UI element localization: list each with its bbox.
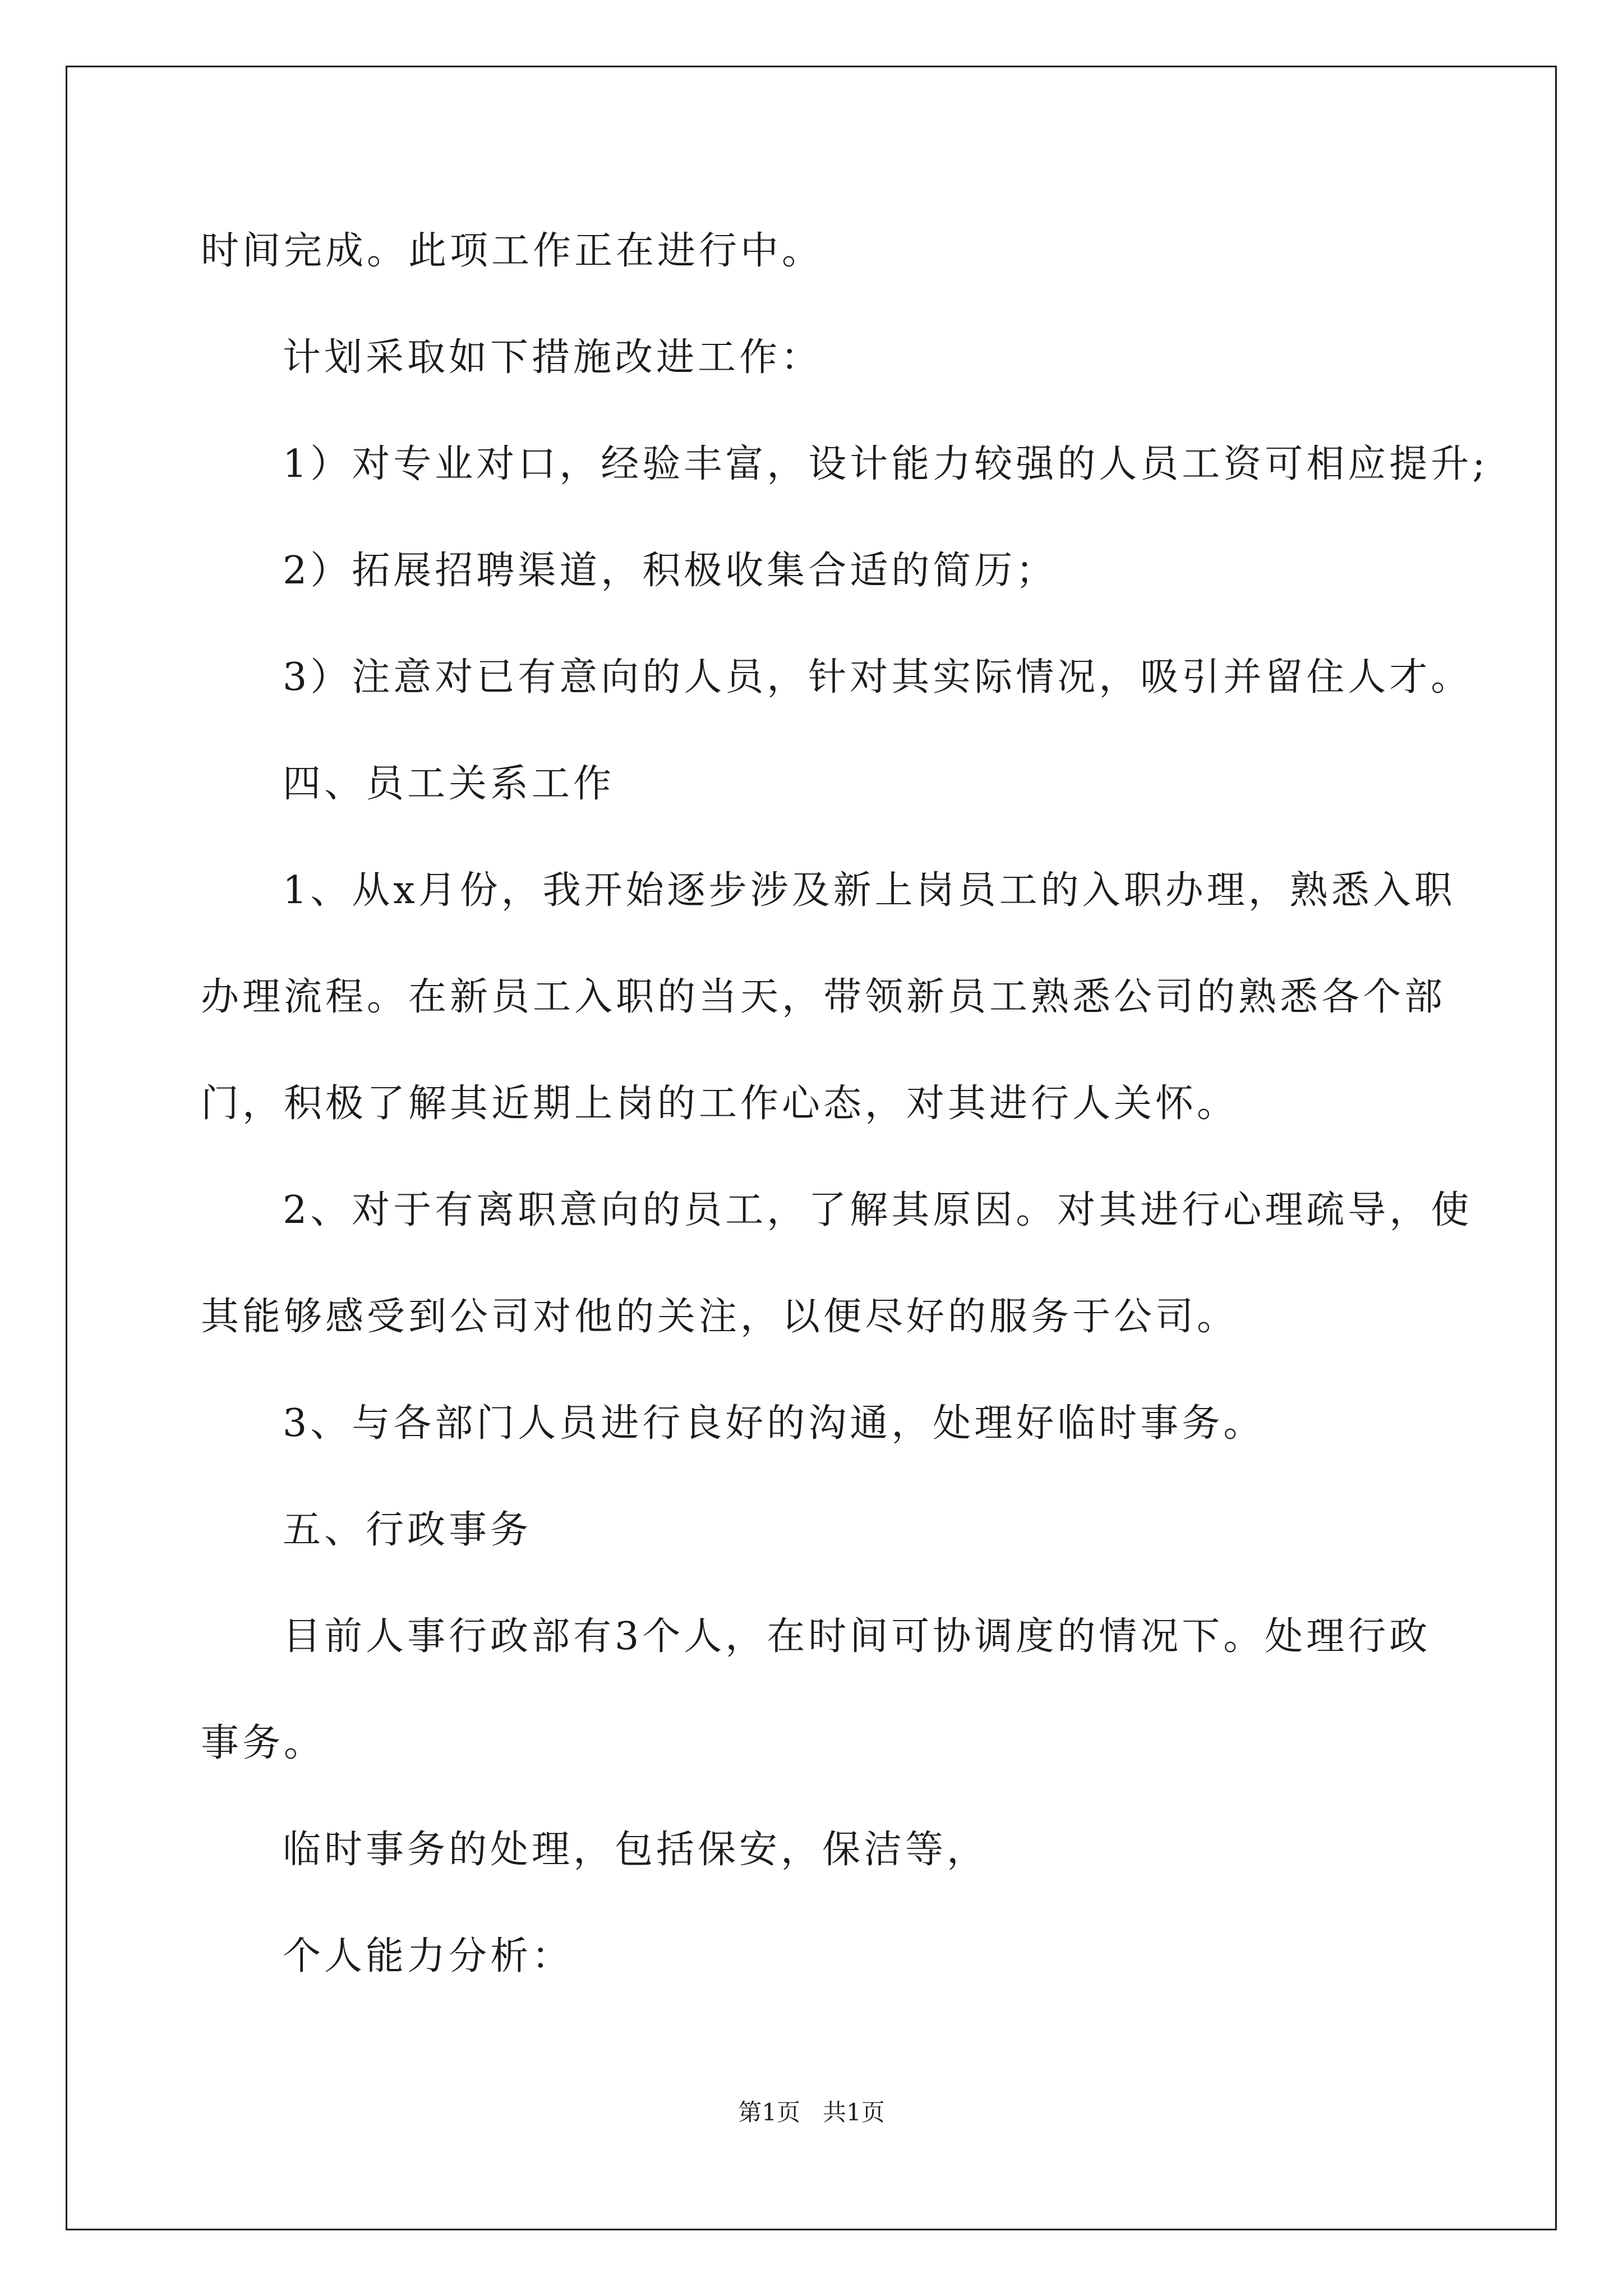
- paragraph-line: 门，积极了解其近期上岗的工作心态，对其进行人关怀。: [201, 1082, 1239, 1126]
- paragraph-line: 1、从x月份，我开始逐步涉及新上岗员工的入职办理，熟悉入职: [283, 868, 1456, 913]
- paragraph-line: 1）对专业对口，经验丰富，设计能力较强的人员工资可相应提升;: [283, 442, 1489, 486]
- section-heading: 四、员工关系工作: [283, 762, 615, 806]
- page-number: 第1页 共1页: [738, 2099, 885, 2126]
- paragraph-line: 3）注意对已有意向的人员，针对其实际情况，吸引并留住人才。: [283, 655, 1473, 700]
- paragraph-line: 计划采取如下措施改进工作：: [283, 335, 823, 380]
- paragraph-line: 办理流程。在新员工入职的当天，带领新员工熟悉公司的熟悉各个部: [201, 975, 1446, 1019]
- paragraph-line: 事务。: [201, 1721, 326, 1765]
- paragraph-line: 3、与各部门人员进行良好的沟通，处理好临时事务。: [283, 1401, 1265, 1446]
- paragraph-line: 时间完成。此项工作正在进行中。: [201, 229, 824, 273]
- paragraph-line: 2）拓展招聘渠道，积极收集合适的简历；: [283, 549, 1058, 593]
- page-border: [66, 66, 1557, 2230]
- paragraph-line: 个人能力分析：: [283, 1934, 574, 1978]
- paragraph-line: 2、对于有离职意向的员工，了解其原因。对其进行心理疏导，使: [283, 1188, 1473, 1232]
- paragraph-line: 临时事务的处理，包括保安，保洁等，: [283, 1828, 989, 1872]
- section-heading: 五、行政事务: [283, 1508, 532, 1552]
- paragraph-line: 其能够感受到公司对他的关注，以便尽好的服务于公司。: [201, 1295, 1239, 1339]
- paragraph-line: 目前人事行政部有3个人，在时间可协调度的情况下。处理行政: [283, 1614, 1431, 1659]
